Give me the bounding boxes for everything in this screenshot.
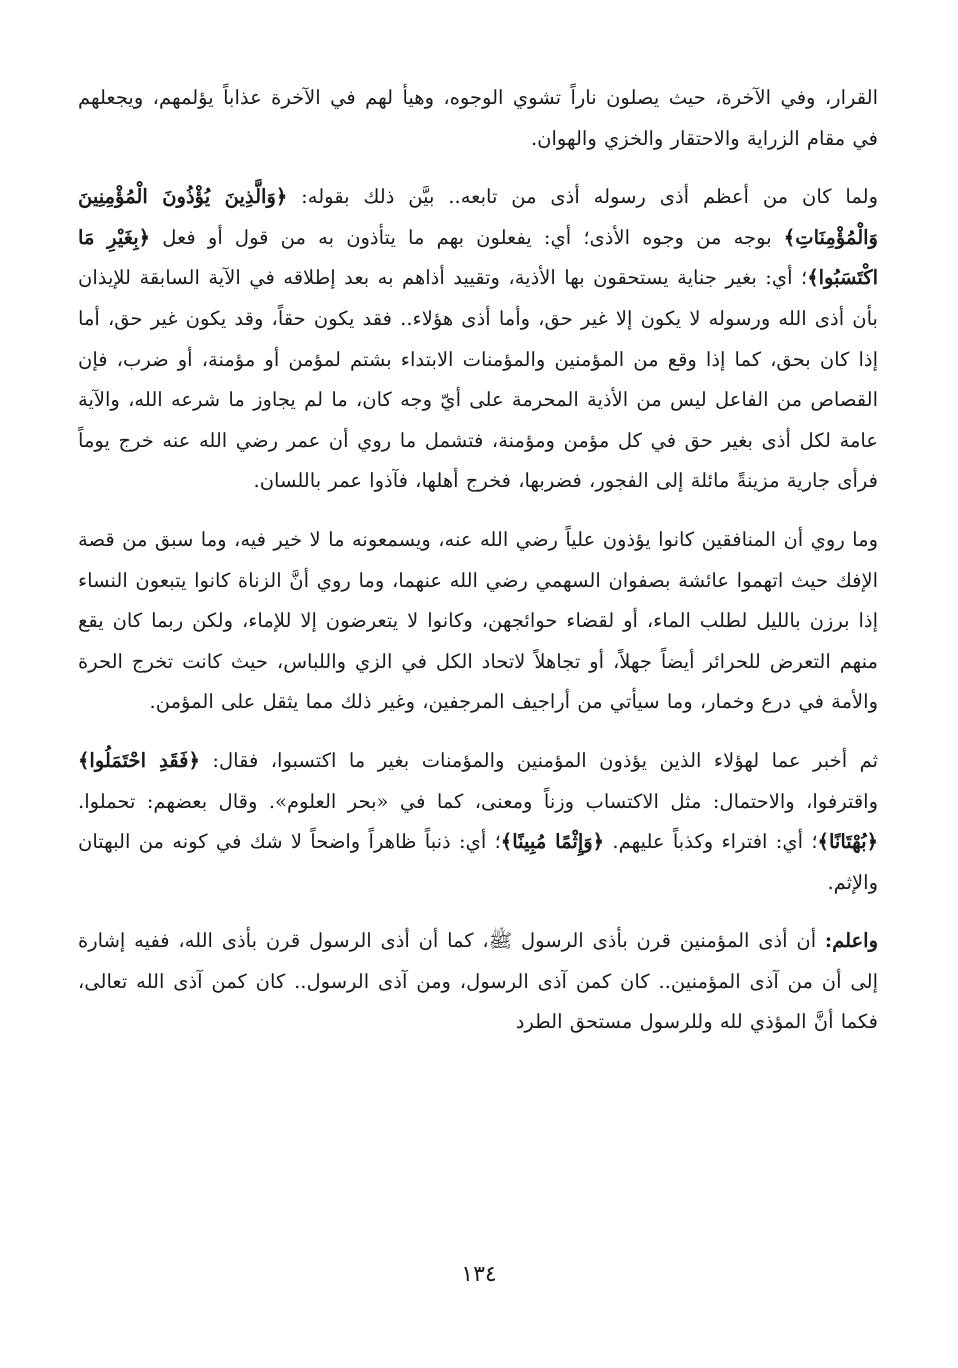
quran-verse: ﴿وَالَّذِينَ يُؤْذُونَ الْمُؤْمِنِينَ وَالْمُؤْمِنَاتِ﴾	[78, 185, 878, 249]
paragraph-3	[78, 520, 878, 723]
paragraph-text: ثم أخبر عما لهؤلاء الذين يؤذون المؤمنين والمؤمنات بغير ما اكتسبوا، فقال:	[199, 748, 878, 772]
quran-verse: ﴿بُهْتَانًا﴾	[817, 830, 879, 854]
paragraph-2	[78, 177, 878, 502]
paragraph-text: بوجه من وجوه الأذى؛ أي: يفعلون بهم ما يتأذون به من قول أو فعل	[150, 225, 784, 249]
quran-verse: ﴿فَقَدِ احْتَمَلُوا﴾	[78, 748, 200, 772]
paragraph-text: ولما كان من أعظم أذى رسوله أذى من تابعه.. بيَّن ذلك بقوله:	[287, 185, 878, 209]
quran-verse: ﴿وَإِثْمًا مُبِينًا﴾	[500, 830, 605, 854]
page-body	[78, 78, 878, 1061]
paragraph-text: ؛ أي: ذنباً ظاهراً واضحاً لا شك في كونه من البهتان والإثم.	[78, 830, 878, 894]
paragraph-4	[78, 741, 878, 903]
paragraph-text: أن أذى المؤمنين قرن بأذى الرسول ﷺ، كما أن أذى الرسول قرن بأذى الله، ففيه إشارة إلى أن من آذى المؤمنين.. كان كمن آذى الرسول، ومن آذى الرسول.. كان كمن آذى الله تعالى، فكما أنَّ المؤذي لله وللرسول مستحق الطرد	[78, 929, 878, 1034]
paragraph-5	[78, 921, 878, 1043]
page-number: ١٣٤	[461, 1262, 497, 1287]
quran-verse: ﴿بِغَيْرِ مَا اكْتَسَبُوا﴾	[78, 225, 878, 290]
paragraph-text: واقترفوا، والاحتمال: مثل الاكتساب وزناً ومعنى، كما في «بحر العلوم». وقال بعضهم: تحملوا.	[78, 789, 878, 813]
paragraph-text: القرار، وفي الآخرة، حيث يصلون ناراً تشوي الوجوه، وهيأ لهم في الآخرة عذاباً يؤلمهم، ويجعلهم في مقام الزراية والاحتقار والخزي والهوان.	[78, 86, 878, 150]
paragraph-text: وما روي أن المنافقين كانوا يؤذون علياً رضي الله عنه، ويسمعونه ما لا خير فيه، وما سبق من قصة الإفك حيث اتهموا عائشة بصفوان السهمي رضي الله عنهما، وما روي أنَّ الزناة كانوا يتبعون النساء إذا برزن بالليل لطلب الماء، أو لقضاء حوائجهن، وكانوا لا يتعرضون إلا للإماء، ولكن ربما كان يقع منهم التعرض للحرائر أيضاً جهلاً، أو تجاهلاً لاتحاد الكل في الزي واللباس، حيث كانت تخرج الحرة والأمة في درع وخمار، وما سيأتي من أراجيف المرجفين، وغير ذلك مما يثقل على المؤمن.	[78, 527, 878, 714]
lead-word: واعلم:	[824, 929, 878, 953]
paragraph-text: ؛ أي: بغير جناية يستحقون بها الأذية، وتقييد أذاهم به بعد إطلاقه في الآية السابقة للإيذان بأن أذى الله ورسوله لا يكون إلا غير حق، وأما أذى هؤلاء.. فقد يكون حقاً، وقد يكون غير حق، أما إذا كان بحق، كما إذا وقع من المؤمنين والمؤمنات الابتداء بشتم لمؤمن أو مؤمنة، أو ضرب، فإن القصاص من الفاعل ليس من الأذية المحرمة على أيّ وجه كان، ما لم يجاوز ما شرعه الله، والآية عامة لكل أذى بغير حق في كل مؤمن ومؤمنة، فتشمل ما روي أن عمر رضي الله عنه خرج يوماً فرأى جارية مزينةً مائلة إلى الفجور، فضربها، فخرج أهلها، فآذوا عمر باللسان.	[78, 266, 878, 493]
paragraph-1	[78, 78, 878, 159]
paragraph-text: ؛ أي: افتراء وكذباً عليهم.	[604, 830, 818, 854]
